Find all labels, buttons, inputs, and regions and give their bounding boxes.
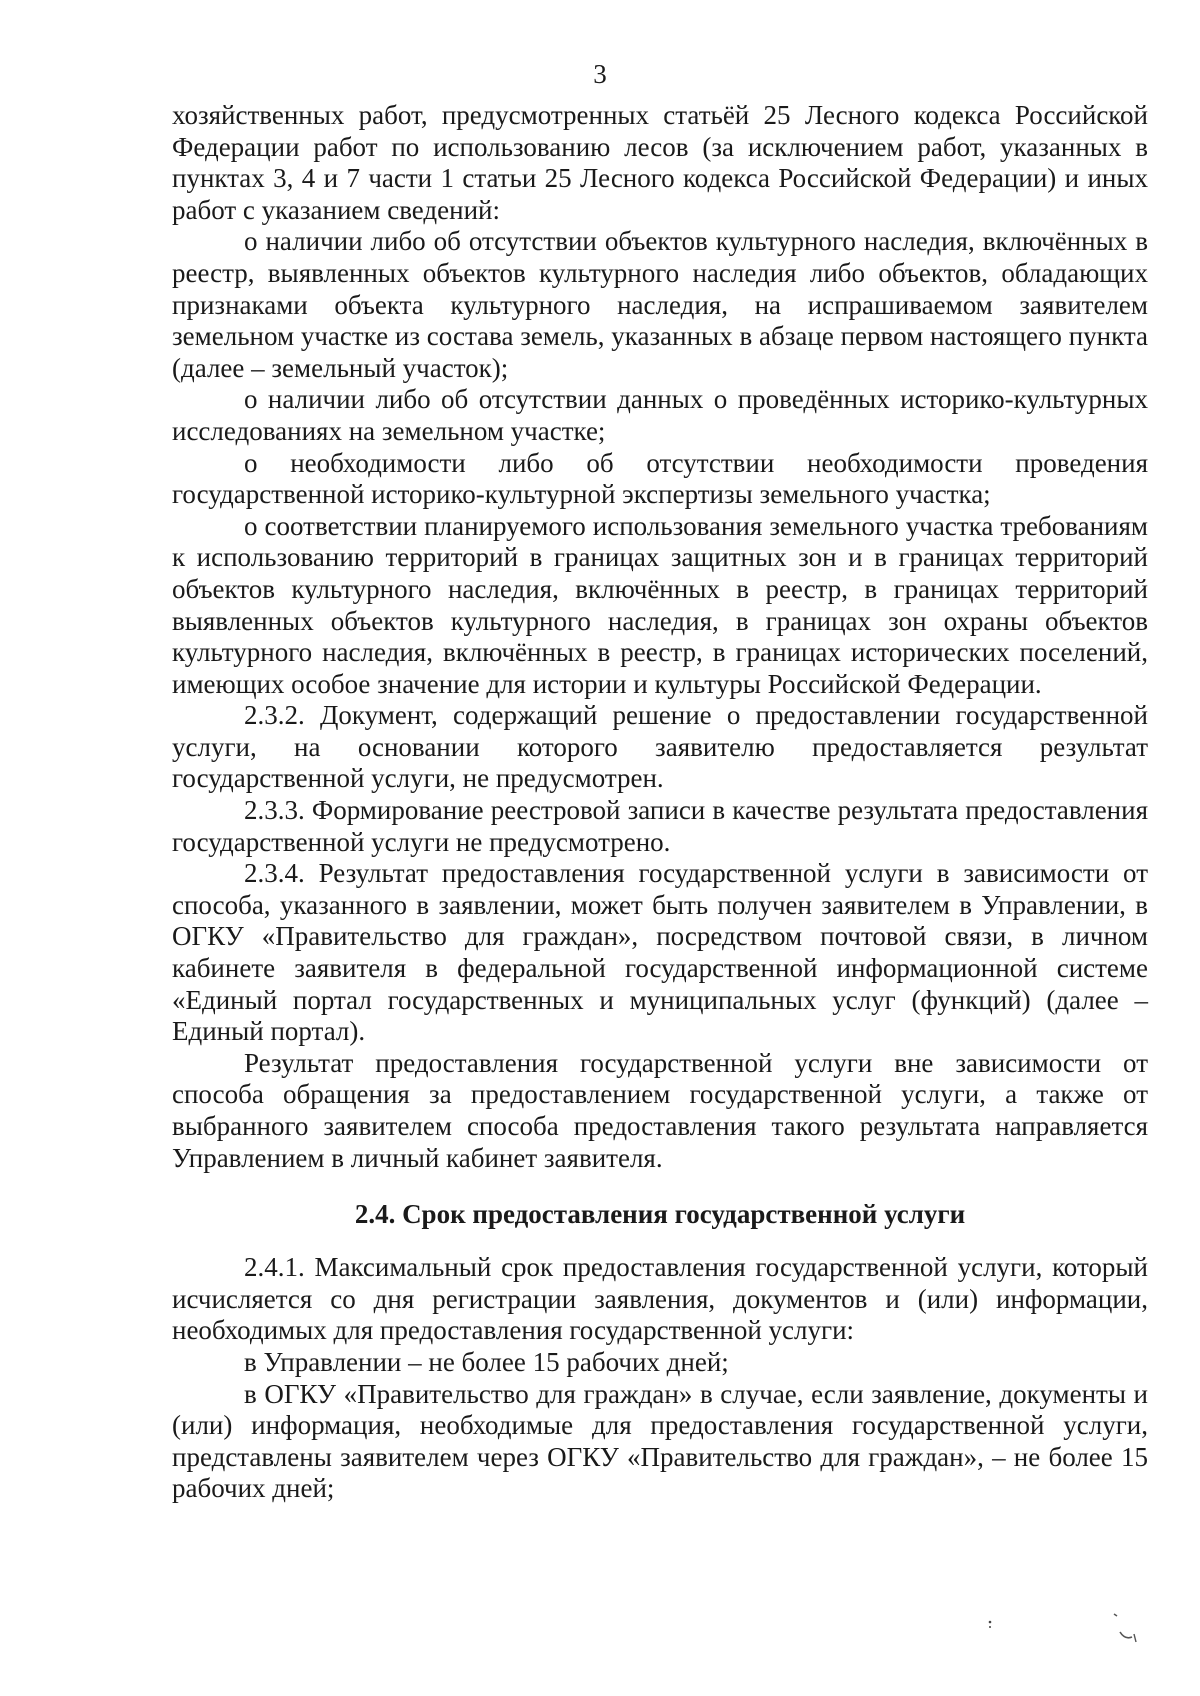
document-body <box>172 100 1148 1505</box>
paragraph: о наличии либо об отсутствии объектов культурного наследия, включённых в реестр, выявленных объектов культурного наследия либо объектов, обладающих признаками объекта культурного наследия, на испрашиваемом заявителем земельном участке из состава земель, указанных в абзаце первом настоящего пункта (далее – земельный участок); <box>172 226 1148 383</box>
paragraph: о соответствии планируемого использования земельного участка требованиям к использованию территорий в границах защитных зон и в границах территорий объектов культурного наследия, включённых в реестр, в границах территорий выявленных объектов культурного наследия, в границах зон охраны объектов культурного наследия, включённых в реестр, в границах исторических поселений, имеющих особое значение для истории и культуры Российской Федерации. <box>172 510 1148 699</box>
paragraph-2-3-3: 2.3.3. Формирование реестровой записи в качестве результата предоставления государственной услуги не предусмотрено. <box>172 795 1148 857</box>
paragraph: Результат предоставления государственной услуги вне зависимости от способа обращения за предоставлением государственной услуги, а также от выбранного заявителем способа предоставления такого результата направляется Управлением в личный кабинет заявителя. <box>172 1047 1148 1173</box>
section-heading: 2.4. Срок предоставления государственной услуги <box>354 1199 966 1230</box>
paragraph-2-4-1: 2.4.1. Максимальный срок предоставления государственной услуги, который исчисляется со дня регистрации заявления, документов и (или) информации, необходимых для предоставления государственной услуги: <box>172 1252 1148 1346</box>
scan-artifact-marks <box>980 1612 1150 1652</box>
paragraph: в ОГКУ «Правительство для граждан» в случае, если заявление, документы и (или) информация, необходимые для предоставления государственной услуги, представлены заявителем через ОГКУ «Правительство для граждан», – не более 15 рабочих дней; <box>172 1378 1148 1504</box>
paragraph-2-3-4: 2.3.4. Результат предоставления государственной услуги в зависимости от способа, указанного в заявлении, может быть получен заявителем в Управлении, в ОГКУ «Правительство для граждан», посредством почтовой связи, в личном кабинете заявителя в федеральной государственной информационной системе «Единый портал государственных и муниципальных услуг (функций) (далее – Единый портал). <box>172 858 1148 1047</box>
paragraph: хозяйственных работ, предусмотренных статьёй 25 Лесного кодекса Российской Федерации работ по использованию лесов (за исключением работ, указанных в пунктах 3, 4 и 7 части 1 статьи 25 Лесного кодекса Российской Федерации) и иных работ с указанием сведений: <box>172 100 1148 225</box>
paragraph: в Управлении – не более 15 рабочих дней; <box>244 1346 729 1377</box>
paragraph: о необходимости либо об отсутствии необходимости проведения государственной историко-культурной экспертизы земельного участка; <box>172 447 1148 510</box>
page-number: 3 <box>593 59 607 89</box>
paragraph-2-3-2: 2.3.2. Документ, содержащий решение о предоставлении государственной услуги, на основании которого заявителю предоставляется результат государственной услуги, не предусмотрен. <box>172 700 1148 794</box>
paragraph: о наличии либо об отсутствии данных о проведённых историко-культурных исследованиях на земельном участке; <box>172 384 1148 446</box>
